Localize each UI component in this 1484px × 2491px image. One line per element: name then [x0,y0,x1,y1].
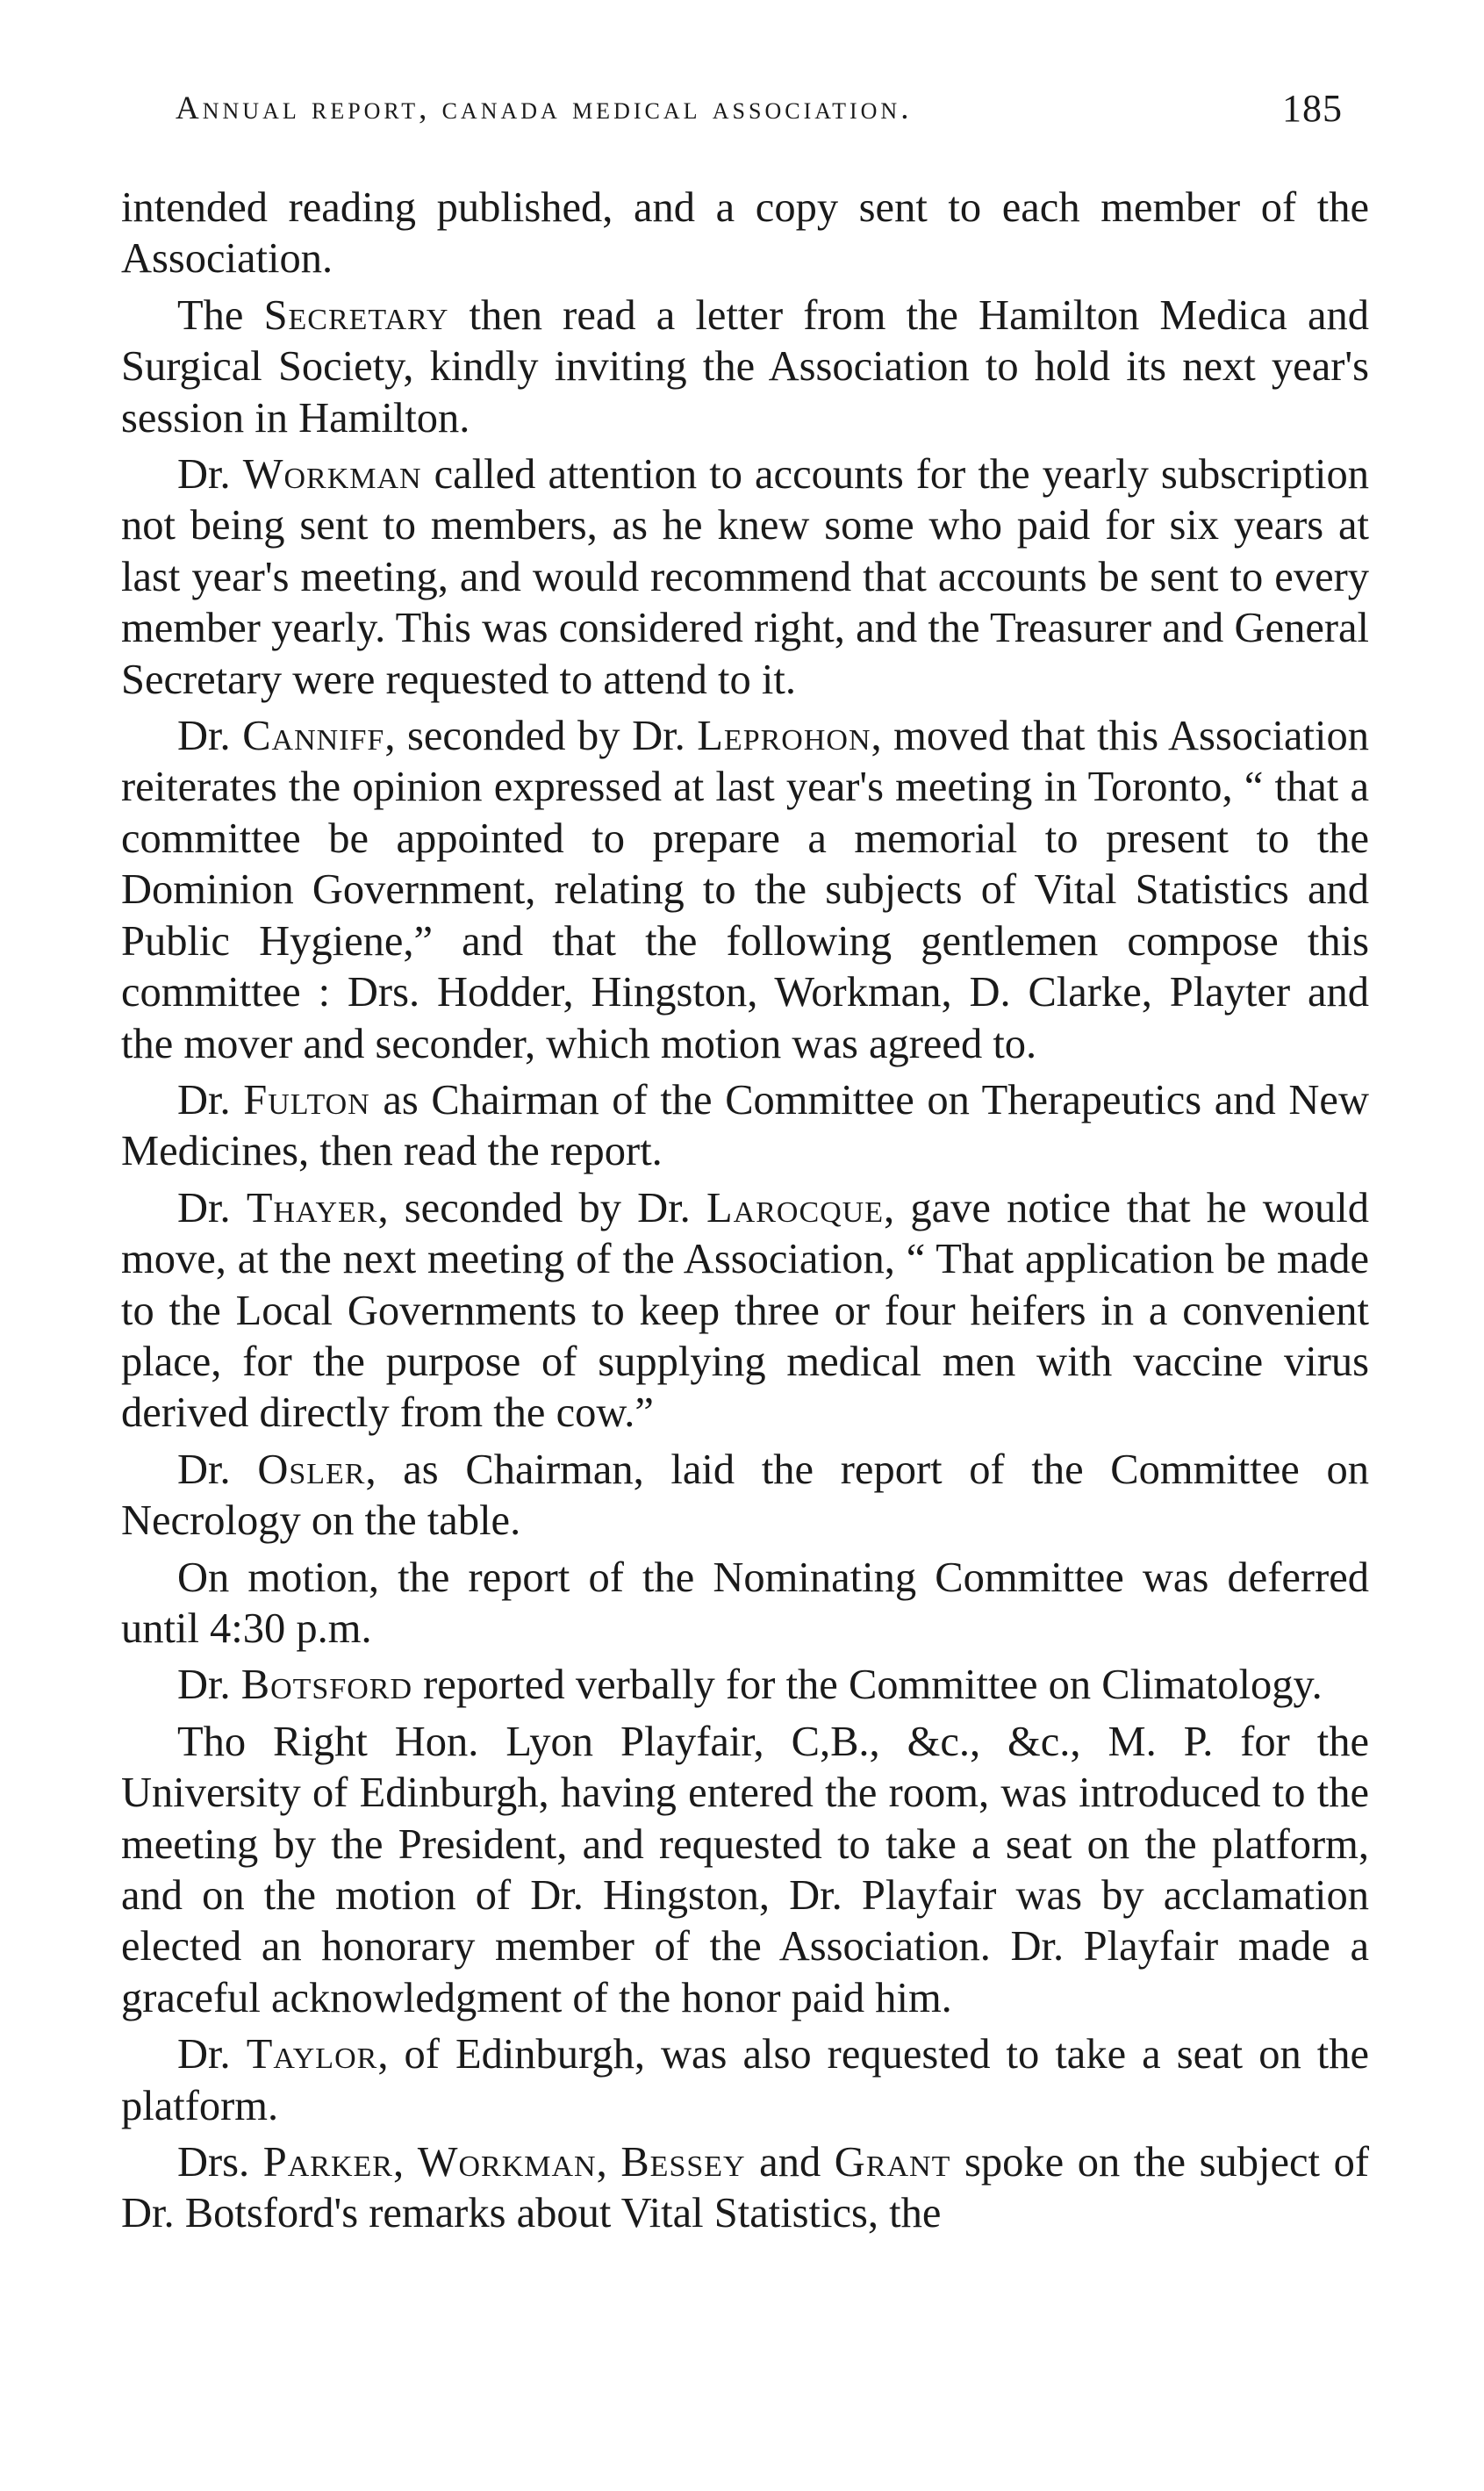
paragraph: Dr. Workman called attention to accounts for the yearly subscription not being sent to members, as he knew some who paid for six years at last year's meeting, and would recommend that accounts be sent to every member yearly. This was considered right, and the Treasurer and General Secretary were requested to attend to it. [121,451,1370,703]
paragraph: intended reading published, and a copy sent to each member of the Association. [121,184,1369,283]
person-name: Leprohon [697,713,871,760]
person-name: Larocque [706,1184,884,1231]
paragraph: Dr. Thayer, seconded by Dr. Larocque, gave notice that he would move, at the next meeting of the Association, “ That application be made to the Local Governments to keep three or four heifers in a convenient place, for the purpose of supplying medical men with vaccine virus derived directly from the cow.” [121,1184,1369,1437]
paragraph: Drs. Parker, Workman, Bessey and Grant spoke on the subject of Dr. Botsford's remarks about Vital Statistics, the [121,2139,1370,2237]
page-number: 185 [1282,87,1343,130]
person-name: Osler [257,1446,366,1493]
paragraph: Dr. Taylor, of Edinburgh, was also requested to take a seat on the platform. [121,2031,1370,2129]
page-header [176,87,1343,142]
body-text [121,183,1369,2245]
person-name: Botsford [240,1662,413,1709]
person-name: Workman [417,2139,597,2186]
paragraph: Dr. Osler, as Chairman, laid the report of the Committee on Necrology on the table. [121,1446,1369,1545]
person-name: Fulton [243,1076,370,1123]
paragraph: Dr. Fulton as Chairman of the Committee on Therapeutics and New Medicines, then read the report. [121,1076,1369,1175]
running-title: Annual report, canada medical association. [176,90,913,126]
person-name: Taylor [246,2031,378,2078]
person-name: Grant [834,2139,951,2186]
paragraph: Dr. Botsford reported verbally for the Committee on Climatology. [177,1662,1323,1709]
person-name: Secretary [263,291,449,339]
paragraph: The Secretary then read a letter from the Hamilton Medica and Surgical Society, kindly inviting the Association to hold its next year's session in Hamilton. [121,291,1370,441]
person-name: Canniff [242,713,385,760]
paragraph: Dr. Canniff, seconded by Dr. Leprohon, moved that this Association reiterates the opinion expressed at last year's meeting in Toronto, “ that a committee be appointed to prepare a memorial to present to the Dominion Government, relating to the subjects of Vital Statistics and Public Hygiene,” and that the following gentlemen compose this committee : Drs. Hodder, Hingston, Workman, D. Clarke, Playter and the mover and seconder, which motion was agreed to. [121,713,1369,1067]
person-name: Bessey [620,2139,746,2186]
person-name: Parker [262,2139,393,2186]
person-name: Workman [242,451,422,499]
paragraph: Tho Right Hon. Lyon Playfair, C,B., &c., &c., M. P. for the University of Edinburgh, having entered the room, was introduced to the meeting by the President, and requested to take a seat on the platform, and on the motion of Dr. Hingston, Dr. Playfair was by acclamation elected an honorary member of the Association. Dr. Playfair made a graceful acknowledgment of the honor paid him. [121,1718,1369,2021]
person-name: Thayer [246,1184,378,1231]
paragraph: On motion, the report of the Nominating Committee was deferred until 4:30 p.m. [121,1554,1369,1652]
